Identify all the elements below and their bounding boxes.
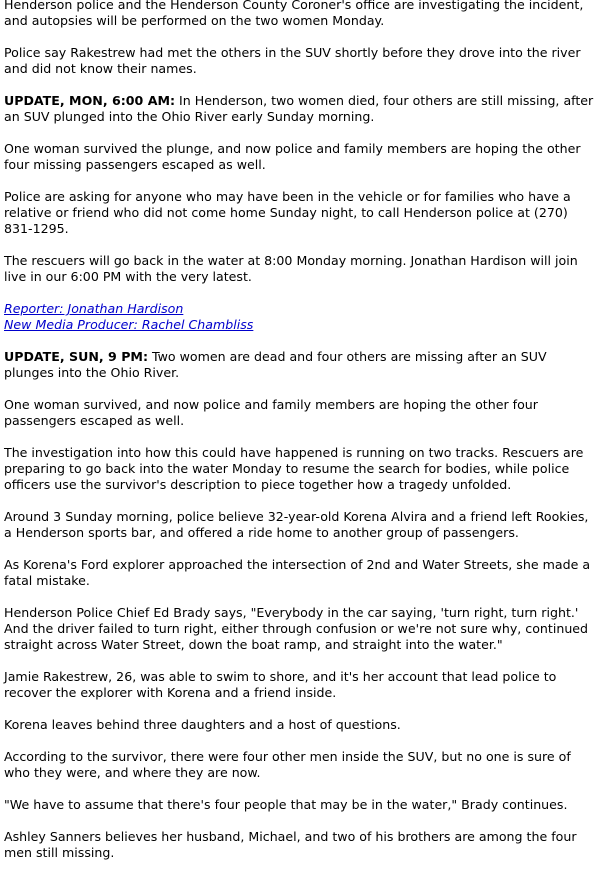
article-paragraph: One woman survived the plunge, and now police and family members are hoping the other four missing passengers escaped as well.: [4, 141, 581, 172]
article-paragraph: According to the survivor, there were four other men inside the SUV, but no one is sure of who they were, and where they are now.: [4, 749, 571, 780]
article-paragraph: Police say Rakestrew had met the others in the SUV shortly before they drove into the river and did not know their names.: [4, 45, 581, 76]
article-paragraph: One woman survived, and now police and family members are hoping the other four passengers escaped as well.: [4, 397, 538, 428]
update-sun-label: UPDATE, SUN, 9 PM:: [4, 349, 148, 364]
article-paragraph: Ashley Sanners believes her husband, Michael, and two of his brothers are among the four men still missing.: [4, 829, 577, 860]
article-paragraph: Police are asking for anyone who may have been in the vehicle or for families who have a relative or friend who did not come home Sunday night, to call Henderson police at (270) 831-1295.: [4, 189, 571, 236]
article-paragraph: The rescuers will go back in the water at 8:00 Monday morning. Jonathan Hardison will join live in our 6:00 PM with the very latest.: [4, 253, 578, 284]
reporter-link[interactable]: Reporter: Jonathan Hardison: [4, 301, 184, 316]
article-paragraph: Jamie Rakestrew, 26, was able to swim to shore, and it's her account that lead police to recover the explorer with Korena and a friend inside.: [4, 669, 557, 700]
article-paragraph: Henderson police and the Henderson County Coroner's office are investigating the incident, and autopsies will be performed on the two women Monday.: [4, 0, 584, 28]
update-mon-text: In Henderson, two women died, four others are still missing, after an SUV plunged into the Ohio River early Sunday morning.: [4, 93, 594, 124]
article-body: [4, 0, 594, 877]
update-mon-label: UPDATE, MON, 6:00 AM:: [4, 93, 176, 108]
update-sun-text: Two women are dead and four others are missing after an SUV plunges into the Ohio River.: [4, 349, 547, 380]
update-mon-paragraph: [4, 93, 594, 125]
credits: [4, 301, 594, 333]
article-paragraph: The investigation into how this could have happened is running on two tracks. Rescuers are preparing to go back into the water Monday to resume the search for bodies, while police officers use the survivor's description to piece together how a tragedy unfolded.: [4, 445, 584, 492]
article-paragraph: As Korena's Ford explorer approached the intersection of 2nd and Water Streets, she made a fatal mistake.: [4, 557, 591, 588]
update-sun-paragraph: [4, 349, 594, 381]
article-paragraph: "We have to assume that there's four people that may be in the water," Brady continues.: [4, 797, 568, 812]
article-paragraph: Henderson Police Chief Ed Brady says, "Everybody in the car saying, 'turn right, turn right.' And the driver failed to turn right, either through confusion or we're not sure why, continued straight across Water Street, down the boat ramp, and straight into the water.": [4, 605, 589, 652]
producer-link[interactable]: New Media Producer: Rachel Chambliss: [4, 317, 254, 332]
article-paragraph: Around 3 Sunday morning, police believe 32-year-old Korena Alvira and a friend left Rookies, a Henderson sports bar, and offered a ride home to another group of passengers.: [4, 509, 589, 540]
article-paragraph: Korena leaves behind three daughters and a host of questions.: [4, 717, 401, 732]
